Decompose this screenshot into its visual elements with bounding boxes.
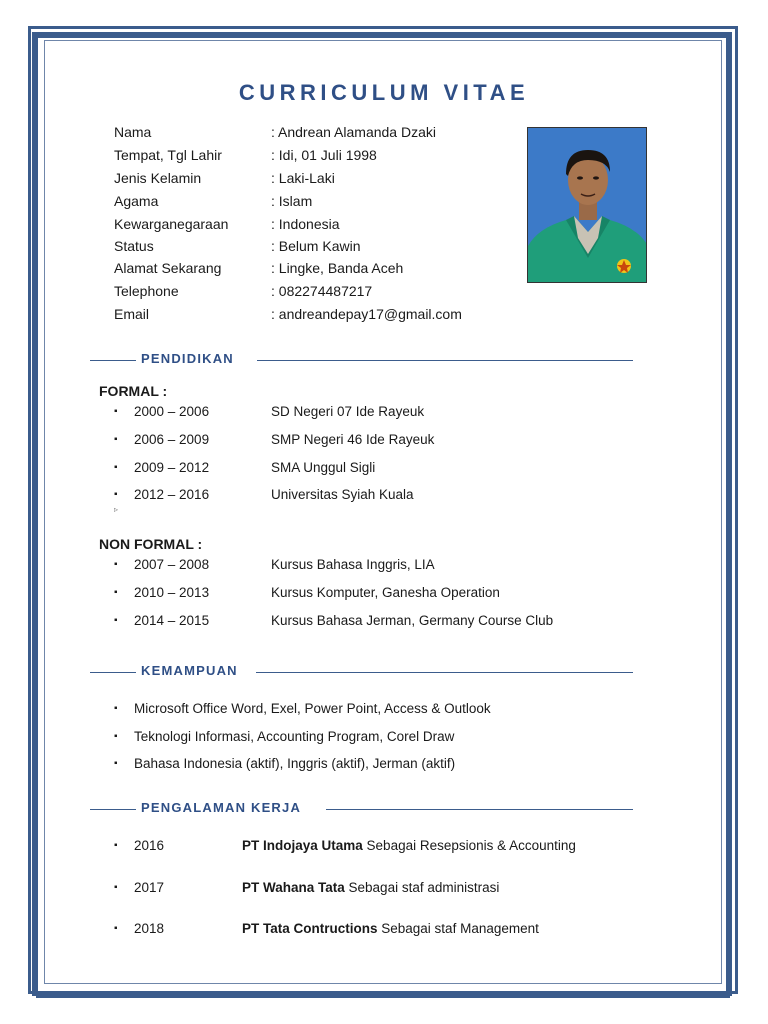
bio-label: Kewarganegaraan — [114, 216, 229, 232]
bullet: ▪ — [114, 758, 118, 769]
bullet: ▪ — [114, 434, 118, 445]
section-rule — [90, 360, 136, 361]
job-role: Sebagai Resepsionis & Accounting — [362, 838, 576, 853]
bio-label: Email — [114, 306, 150, 322]
page-border-right — [726, 32, 732, 996]
bio-label: Alamat Sekarang — [114, 260, 222, 276]
bio-value: : Idi, 01 Juli 1998 — [271, 147, 377, 163]
bio-value: : Islam — [271, 193, 313, 209]
document-title: CURRICULUM VITAE — [238, 80, 530, 105]
item-desc — [242, 878, 499, 898]
bio-value: : Andrean Alamanda Dzaki — [271, 124, 436, 140]
skill-text: Microsoft Office Word, Exel, Power Point, Access & Outlook — [134, 701, 491, 716]
item-desc — [242, 836, 576, 856]
item-desc: SD Negeri 07 Ide Rayeuk — [271, 404, 425, 419]
job-role: Sebagai staf Management — [377, 921, 539, 936]
item-desc: SMA Unggul Sigli — [271, 460, 376, 475]
bullet: ▪ — [114, 462, 118, 473]
bio-label: Jenis Kelamin — [114, 170, 202, 186]
section-title: PENGALAMAN KERJA — [141, 800, 302, 815]
section-pendidikan — [90, 350, 634, 370]
bullet: ▪ — [114, 587, 118, 598]
bullet: ▪ — [114, 840, 118, 851]
bio-label: Tempat, Tgl Lahir — [114, 147, 222, 163]
bio-value: : andreandepay17@gmail.com — [271, 306, 462, 322]
bio-label: Nama — [114, 124, 152, 140]
page-border-bottom — [36, 992, 730, 998]
item-desc: Kursus Bahasa Inggris, LIA — [271, 557, 435, 572]
item-desc: Kursus Bahasa Jerman, Germany Course Club — [271, 613, 554, 628]
job-role: Sebagai staf administrasi — [344, 880, 500, 895]
bio-label: Status — [114, 238, 154, 254]
section-rule — [326, 809, 633, 810]
item-year: 2014 – 2015 — [134, 613, 210, 628]
skill-text: Teknologi Informasi, Accounting Program, Corel Draw — [134, 729, 455, 744]
page-border-left — [32, 32, 38, 996]
bio-value: : Belum Kawin — [271, 238, 361, 254]
section-kemampuan — [90, 662, 634, 682]
section-rule — [90, 672, 136, 673]
empty-bullet-marker: ▹ — [114, 505, 119, 514]
bio-label: Agama — [114, 193, 159, 209]
item-desc: Universitas Syiah Kuala — [271, 487, 414, 502]
bio-value: : Indonesia — [271, 216, 340, 232]
item-year: 2012 – 2016 — [134, 487, 210, 502]
item-year: 2017 — [134, 880, 165, 895]
section-title: KEMAMPUAN — [141, 663, 238, 678]
bullet: ▪ — [114, 923, 118, 934]
bullet: ▪ — [114, 703, 118, 714]
bio-value: : Lingke, Banda Aceh — [271, 260, 404, 276]
item-year: 2010 – 2013 — [134, 585, 210, 600]
profile-photo — [527, 127, 647, 283]
item-year: 2009 – 2012 — [134, 460, 210, 475]
item-year: 2000 – 2006 — [134, 404, 210, 419]
item-year: 2016 — [134, 838, 165, 853]
section-title: PENDIDIKAN — [141, 351, 234, 366]
item-desc — [242, 919, 539, 939]
company-name: PT Indojaya Utama — [242, 838, 363, 853]
item-year: 2006 – 2009 — [134, 432, 210, 447]
bullet: ▪ — [114, 406, 118, 417]
item-desc: SMP Negeri 46 Ide Rayeuk — [271, 432, 435, 447]
bullet: ▪ — [114, 489, 118, 500]
bullet: ▪ — [114, 731, 118, 742]
bio-value: : Laki-Laki — [271, 170, 335, 186]
section-rule — [257, 360, 633, 361]
item-year: 2018 — [134, 921, 165, 936]
non-formal-heading: NON FORMAL : — [99, 536, 203, 552]
formal-heading: FORMAL : — [99, 383, 168, 399]
bullet: ▪ — [114, 882, 118, 893]
section-pengalaman — [90, 799, 634, 819]
bio-value: : 082274487217 — [271, 283, 373, 299]
section-rule — [90, 809, 136, 810]
item-desc: Kursus Komputer, Ganesha Operation — [271, 585, 500, 600]
bio-label: Telephone — [114, 283, 179, 299]
bullet: ▪ — [114, 559, 118, 570]
skill-text: Bahasa Indonesia (aktif), Inggris (aktif), Jerman (aktif) — [134, 756, 456, 771]
item-year: 2007 – 2008 — [134, 557, 210, 572]
page-border-top — [36, 32, 730, 38]
section-rule — [256, 672, 633, 673]
company-name: PT Tata Contructions — [242, 921, 378, 936]
bullet: ▪ — [114, 615, 118, 626]
company-name: PT Wahana Tata — [242, 880, 345, 895]
